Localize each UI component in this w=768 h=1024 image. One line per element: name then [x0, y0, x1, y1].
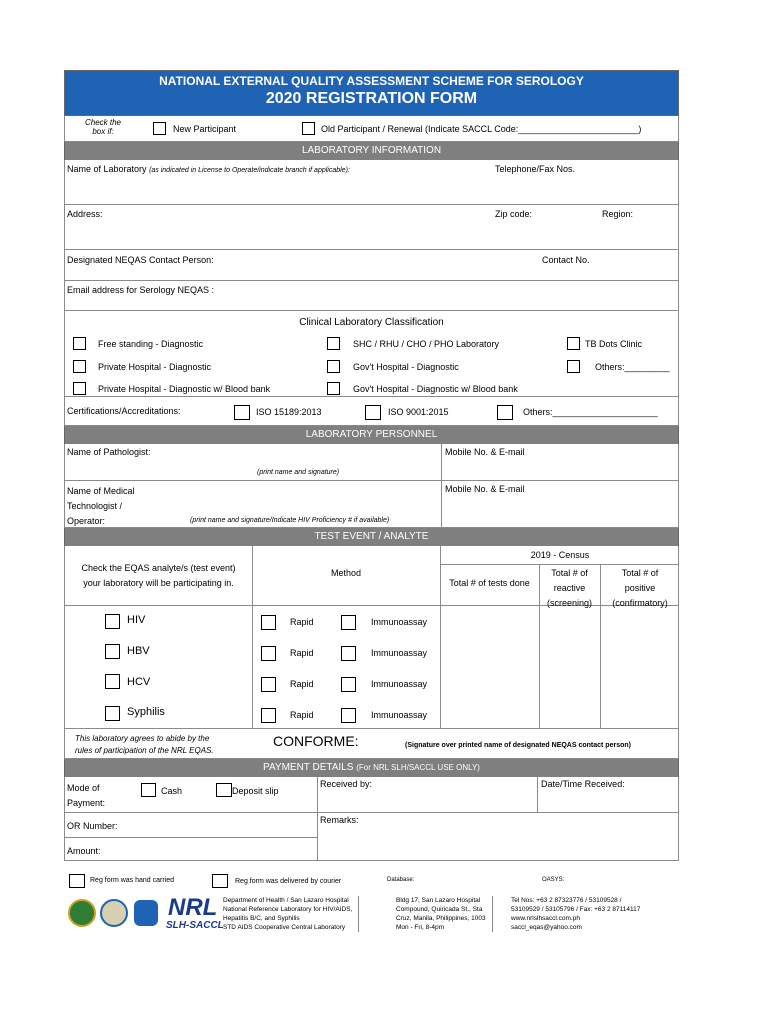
mobile-email-label: Mobile No. & E-mail: [445, 447, 525, 457]
old-participant-checkbox[interactable]: [302, 122, 315, 135]
print-name-note: (print name and signature): [257, 469, 340, 476]
private-hospital-label: Private Hospital - Diagnostic: [98, 362, 212, 372]
hbv-rapid-checkbox[interactable]: [261, 646, 276, 661]
footer-address-info: Bldg 17, San Lazaro Hospital Compound, Quiricada St., Sta Cruz, Manila, Philippines, 1003 Mon - Fri, 8-4pm: [396, 896, 493, 932]
participant-row: [64, 116, 679, 142]
hbv-checkbox[interactable]: [105, 644, 120, 659]
hcv-rapid-label: Rapid: [290, 679, 314, 689]
cert-others-label: Others:_____________________: [523, 407, 658, 417]
hcv-immuno-label: Immunoassay: [371, 679, 428, 689]
cash-checkbox[interactable]: [141, 783, 156, 797]
govt-bloodbank-label: Gov't Hospital - Diagnostic w/ Blood bank: [353, 384, 518, 394]
registration-form: [64, 70, 679, 861]
amount-label: Amount:: [67, 846, 101, 856]
syphilis-label: Syphilis: [127, 706, 165, 718]
syphilis-immuno-label: Immunoassay: [371, 710, 428, 720]
medtech-row: [64, 481, 679, 528]
cert-others-checkbox[interactable]: [497, 405, 513, 420]
analyte-header-row: [64, 546, 679, 606]
database-label: Database:: [387, 877, 415, 883]
hand-carried-checkbox[interactable]: [69, 874, 85, 888]
iso15189-checkbox[interactable]: [234, 405, 250, 420]
hand-carried-label: Reg form was hand carried: [90, 877, 175, 884]
classification-row: [64, 311, 679, 397]
medtech-note: (print name and signature/Indicate HIV Proficiency # if available): [190, 517, 390, 524]
total-tests-header: Total # of tests done: [449, 578, 530, 588]
new-participant-checkbox[interactable]: [153, 122, 166, 135]
region-label: Region:: [602, 209, 634, 219]
private-bloodbank-label: Private Hospital - Diagnostic w/ Blood bank: [98, 384, 271, 394]
hbv-label: HBV: [127, 645, 150, 657]
agreement-text: This laboratory agrees to abide by the rules of participation of the NRL EQAS.: [75, 734, 214, 755]
medtech-label: Name of Medical Technologist / Operator:: [67, 486, 135, 526]
syphilis-checkbox[interactable]: [105, 706, 120, 721]
hiv-checkbox[interactable]: [105, 614, 120, 629]
certification-row: [64, 397, 679, 426]
pathologist-label: Name of Pathologist:: [67, 447, 151, 457]
hcv-immuno-checkbox[interactable]: [341, 677, 356, 692]
private-hospital-checkbox[interactable]: [73, 360, 86, 373]
address-label: Address:: [67, 209, 103, 219]
slh-seal-icon: [100, 899, 128, 927]
hbv-immuno-checkbox[interactable]: [341, 646, 356, 661]
census-header: 2019 - Census: [530, 550, 590, 560]
courier-label: Reg form was delivered by courier: [235, 878, 342, 885]
signature-note: (Signature over printed name of designated NEQAS contact person): [405, 742, 631, 749]
mode-payment-label: Mode of Payment:: [67, 783, 106, 808]
contact-person-label: Designated NEQAS Contact Person:: [67, 255, 214, 265]
method-header: Method: [330, 568, 362, 578]
reactive-header: Total # of reactive (screening): [546, 568, 593, 608]
free-standing-checkbox[interactable]: [73, 337, 86, 350]
deposit-slip-label: Deposit slip: [232, 786, 279, 796]
positive-header: Total # of positive (confirmatory): [612, 568, 668, 608]
hiv-rapid-checkbox[interactable]: [261, 615, 276, 630]
hbv-rapid-label: Rapid: [290, 648, 314, 658]
hcv-rapid-checkbox[interactable]: [261, 677, 276, 692]
hiv-immuno-checkbox[interactable]: [341, 615, 356, 630]
tb-dots-checkbox[interactable]: [567, 337, 580, 350]
saccl-logo-icon: [134, 900, 158, 926]
govt-hospital-label: Gov't Hospital - Diagnostic: [353, 362, 459, 372]
received-by-label: Received by:: [320, 779, 373, 789]
hiv-rapid-label: Rapid: [290, 617, 314, 627]
zip-label: Zip code:: [495, 209, 533, 219]
govt-hospital-checkbox[interactable]: [327, 360, 340, 373]
or-remarks-row: [64, 813, 679, 861]
syphilis-immuno-checkbox[interactable]: [341, 708, 356, 723]
footer-doh-info: Department of Health / San Lazaro Hospital National Reference Laboratory for HIV/AIDS, Hepatitis B/C, and Syphilis STD AIDS Cooperative Central Laboratory: [223, 896, 359, 932]
new-participant-label: New Participant: [173, 124, 237, 134]
cash-label: Cash: [161, 786, 183, 796]
scheme-title: NATIONAL EXTERNAL QUALITY ASSESSMENT SCHEME FOR SEROLOGY: [159, 74, 584, 88]
syphilis-rapid-label: Rapid: [290, 710, 314, 720]
check-box-label: Check the box if:: [84, 118, 122, 136]
email-row: [64, 281, 679, 311]
mobile-email-label-2: Mobile No. & E-mail: [445, 484, 525, 494]
conforme-label: CONFORME:: [273, 733, 359, 749]
others-label: Others:_________: [595, 362, 670, 372]
or-number-label: OR Number:: [67, 821, 118, 831]
check-analyte-text: Check the EQAS analyte/s (test event) your laboratory will be participating in.: [81, 563, 236, 588]
classification-title: Clinical Laboratory Classification: [299, 317, 444, 328]
lab-info-header: LABORATORY INFORMATION: [64, 142, 679, 160]
lab-name-label: Name of Laboratory (as indicated in License to Operate/indicate branch if applicable):: [67, 164, 350, 174]
deposit-slip-checkbox[interactable]: [216, 783, 232, 797]
oasys-label: OASYS:: [542, 877, 565, 883]
iso9001-label: ISO 9001:2015: [388, 407, 449, 417]
telephone-label: Telephone/Fax Nos.: [495, 164, 576, 174]
hbv-immuno-label: Immunoassay: [371, 648, 428, 658]
iso9001-checkbox[interactable]: [365, 405, 381, 420]
syphilis-rapid-checkbox[interactable]: [261, 708, 276, 723]
hiv-immuno-label: Immunoassay: [371, 617, 428, 627]
private-bloodbank-checkbox[interactable]: [73, 382, 86, 395]
hiv-label: HIV: [127, 614, 146, 626]
free-standing-label: Free standing - Diagnostic: [98, 339, 204, 349]
form-header: [64, 70, 679, 116]
certification-label: Certifications/Accreditations:: [67, 406, 181, 416]
courier-checkbox[interactable]: [212, 874, 228, 888]
address-row: [64, 205, 679, 250]
doh-seal-icon: [68, 899, 96, 927]
test-event-header: TEST EVENT / ANALYTE: [64, 528, 679, 546]
conforme-row: [64, 729, 679, 759]
shc-rhu-checkbox[interactable]: [327, 337, 340, 350]
hcv-label: HCV: [127, 676, 151, 688]
hcv-checkbox[interactable]: [105, 674, 120, 689]
remarks-label: Remarks:: [320, 815, 359, 825]
payment-header: PAYMENT DETAILS (For NRL SLH/SACCL USE ONLY): [64, 759, 679, 777]
slh-saccl-logo-text: SLH-SACCL: [166, 920, 224, 931]
analyte-body: [64, 606, 679, 729]
contact-row: [64, 250, 679, 281]
email-label: Email address for Serology NEQAS :: [67, 285, 215, 295]
pathologist-row: [64, 444, 679, 481]
nrl-logo-text: NRL: [168, 894, 218, 921]
personnel-header: LABORATORY PERSONNEL: [64, 426, 679, 444]
contact-no-label: Contact No.: [542, 255, 590, 265]
mode-payment-row: [64, 777, 679, 813]
old-participant-label: Old Participant / Renewal (Indicate SACCL Code:________________________): [321, 124, 642, 134]
tb-dots-label: TB Dots Clinic: [585, 339, 643, 349]
govt-bloodbank-checkbox[interactable]: [327, 382, 340, 395]
date-received-label: Date/Time Received:: [541, 779, 625, 789]
lab-name-row: [64, 160, 679, 205]
footer-contact-info: Tel Nos: +63 2 87323776 / 53109528 / 53109529 / 53105796 / Fax: +63 2 87114117 www.nrlslhsaccl.com.ph saccl_eqas@yahoo.com: [511, 897, 641, 931]
form-title: 2020 REGISTRATION FORM: [265, 90, 478, 107]
shc-rhu-label: SHC / RHU / CHO / PHO Laboratory: [353, 339, 500, 349]
iso15189-label: ISO 15189:2013: [256, 407, 322, 417]
others-checkbox[interactable]: [567, 360, 580, 373]
